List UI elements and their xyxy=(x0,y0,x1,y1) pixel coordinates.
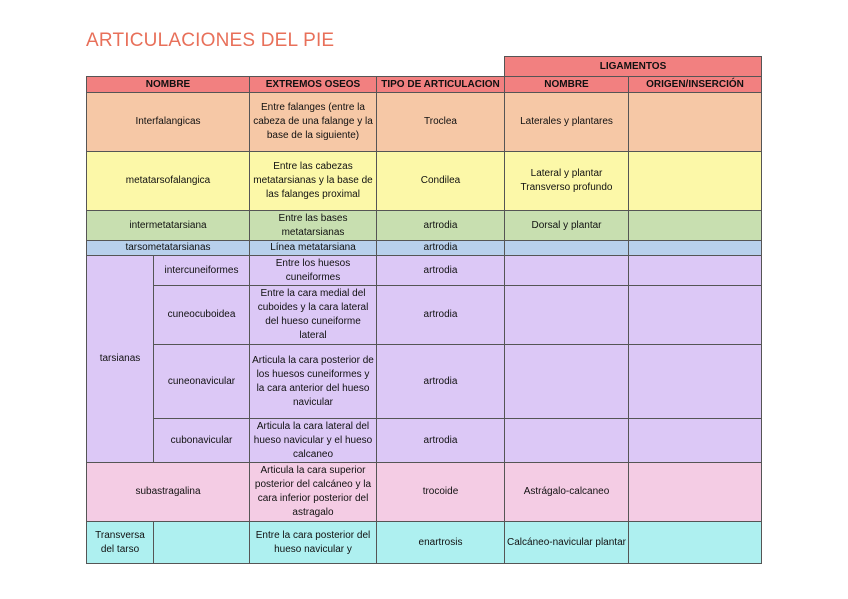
joint-name: intermetatarsiana xyxy=(87,211,250,241)
joint-type: artrodia xyxy=(377,345,505,419)
ligament-name: Laterales y plantares xyxy=(505,93,629,152)
sub-joint-name: cuneonavicular xyxy=(154,345,250,419)
joint-type: Troclea xyxy=(377,93,505,152)
joint-type: artrodia xyxy=(377,286,505,345)
sub-joint-name: cubonavicular xyxy=(154,419,250,463)
origin-insertion xyxy=(629,463,762,522)
sub-joint-name xyxy=(154,522,250,564)
ligament-name xyxy=(505,345,629,419)
table-row xyxy=(87,463,762,522)
origin-insertion xyxy=(629,345,762,419)
table-row xyxy=(87,152,762,211)
bone-ends: Articula la cara lateral del hueso navicular y el hueso calcaneo xyxy=(250,419,377,463)
ligament-line: Transverso profundo xyxy=(520,182,613,193)
lig-nombre-header: NOMBRE xyxy=(505,77,629,93)
bone-ends: Entre la cara medial del cuboides y la cara lateral del hueso cuneiforme lateral xyxy=(250,286,377,345)
origin-insertion xyxy=(629,93,762,152)
joints-table xyxy=(86,56,762,564)
bone-ends: Entre las cabezas metatarsianas y la base de las falanges proximal xyxy=(250,152,377,211)
joint-type: artrodia xyxy=(377,256,505,286)
origin-insertion xyxy=(629,211,762,241)
sub-joint-name: cuneocuboidea xyxy=(154,286,250,345)
ligament-name xyxy=(505,419,629,463)
tipo-header: TIPO DE ARTICULACION xyxy=(377,77,505,93)
joint-name: subastragalina xyxy=(87,463,250,522)
header-row-top xyxy=(87,57,762,77)
bone-ends: Entre los huesos cuneiformes xyxy=(250,256,377,286)
table-row xyxy=(87,419,762,463)
nombre-header: NOMBRE xyxy=(87,77,250,93)
joint-type: trocoide xyxy=(377,463,505,522)
origin-insertion xyxy=(629,241,762,256)
origin-insertion xyxy=(629,152,762,211)
origin-insertion xyxy=(629,522,762,564)
sub-joint-name: intercuneiformes xyxy=(154,256,250,286)
extremos-header: EXTREMOS OSEOS xyxy=(250,77,377,93)
ligament-name xyxy=(505,256,629,286)
table-row xyxy=(87,93,762,152)
ligament-name: Calcáneo-navicular plantar xyxy=(505,522,629,564)
table-row xyxy=(87,211,762,241)
bone-ends: Línea metatarsiana xyxy=(250,241,377,256)
ligament-name xyxy=(505,152,629,211)
table-row xyxy=(87,256,762,286)
table-row xyxy=(87,345,762,419)
ligament-name xyxy=(505,241,629,256)
table-row xyxy=(87,286,762,345)
page-title: ARTICULACIONES DEL PIE xyxy=(86,30,335,51)
joint-name: tarsometatarsianas xyxy=(87,241,250,256)
joint-type: artrodia xyxy=(377,419,505,463)
joint-group-name: tarsianas xyxy=(87,256,154,463)
origin-insertion xyxy=(629,256,762,286)
bone-ends: Entre la cara posterior del hueso navicular y xyxy=(250,522,377,564)
ligament-name xyxy=(505,286,629,345)
bone-ends: Entre las bases metatarsianas xyxy=(250,211,377,241)
joint-name: Interfalangicas xyxy=(87,93,250,152)
table-row xyxy=(87,241,762,256)
header-row xyxy=(87,77,762,93)
joint-type: Condilea xyxy=(377,152,505,211)
table-row xyxy=(87,522,762,564)
header-spacer xyxy=(87,57,505,77)
joint-name: Transversa del tarso xyxy=(87,522,154,564)
origin-insertion xyxy=(629,419,762,463)
joint-type: enartrosis xyxy=(377,522,505,564)
joint-type: artrodia xyxy=(377,241,505,256)
joint-name: metatarsofalangica xyxy=(87,152,250,211)
ligament-name: Dorsal y plantar xyxy=(505,211,629,241)
bone-ends: Entre falanges (entre la cabeza de una falange y la base de la siguiente) xyxy=(250,93,377,152)
bone-ends: Articula la cara posterior de los huesos cuneiformes y la cara anterior del hueso navicular xyxy=(250,345,377,419)
origin-insertion xyxy=(629,286,762,345)
ligament-line: Lateral y plantar xyxy=(530,168,603,179)
bone-ends: Articula la cara superior posterior del calcáneo y la cara inferior posterior del astragalo xyxy=(250,463,377,522)
origen-header: ORIGEN/INSERCIÓN xyxy=(629,77,762,93)
ligament-name: Astrágalo-calcaneo xyxy=(505,463,629,522)
ligamentos-header: LIGAMENTOS xyxy=(505,57,762,77)
joint-type: artrodia xyxy=(377,211,505,241)
